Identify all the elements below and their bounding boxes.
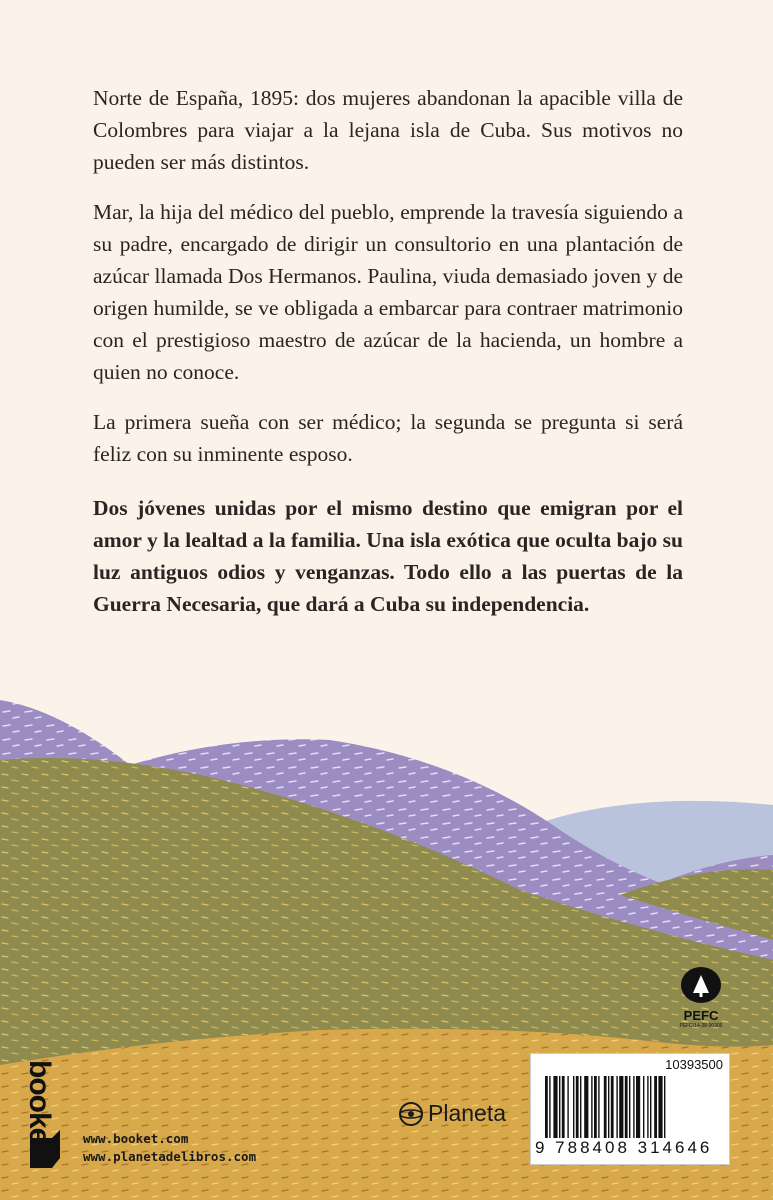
synopsis-paragraph-1: Norte de España, 1895: dos mujeres abandonan la apacible villa de Colombres para viajar a la lejana isla de Cuba. Sus motivos no pueden ser más distintos. (93, 86, 683, 174)
planeta-globe-icon (398, 1101, 424, 1127)
synopsis-paragraph-3: La primera sueña con ser médico; la segunda se pregunta si será feliz con su inminente esposo. (93, 410, 683, 466)
planeta-logo (398, 1100, 506, 1127)
barcode-bars (545, 1076, 717, 1138)
isbn-number: 9 788408 314646 (535, 1138, 713, 1157)
booket-logo: booket (23, 1060, 56, 1153)
pefc-tree-icon (679, 965, 723, 1005)
pefc-certification (675, 965, 727, 1029)
synopsis-text (93, 82, 683, 638)
barcode-code: 10393500 (665, 1057, 723, 1072)
synopsis-highlight: Dos jóvenes unidas por el mismo destino que emigran por el amor y la lealtad a la familia. Una isla exótica que oculta bajo su luz antiguos odios y venganzas. Todo ello a las puertas de la Guerra Necesaria, que dará a Cuba su independencia. (93, 496, 683, 616)
pefc-code: PEFC/14-38-00305 (679, 1023, 723, 1029)
isbn-barcode (530, 1053, 730, 1165)
booket-url: www.booket.com (83, 1131, 189, 1146)
planeta-label: Planeta (428, 1100, 507, 1126)
planetadelibros-url: www.planetadelibros.com (83, 1149, 257, 1164)
pefc-label: PEFC (683, 1008, 719, 1023)
publisher-urls (83, 1130, 256, 1166)
synopsis-paragraph-2: Mar, la hija del médico del pueblo, emprende la travesía siguiendo a su padre, encargado de dirigir un consultorio en una plantación de azúcar llamada Dos Hermanos. Paulina, viuda demasiado joven y de origen humilde, se ve obligada a embarcar para contraer matrimonio con el prestigioso maestro de azúcar de la hacienda, un hombre a quien no conoce. (93, 200, 683, 384)
